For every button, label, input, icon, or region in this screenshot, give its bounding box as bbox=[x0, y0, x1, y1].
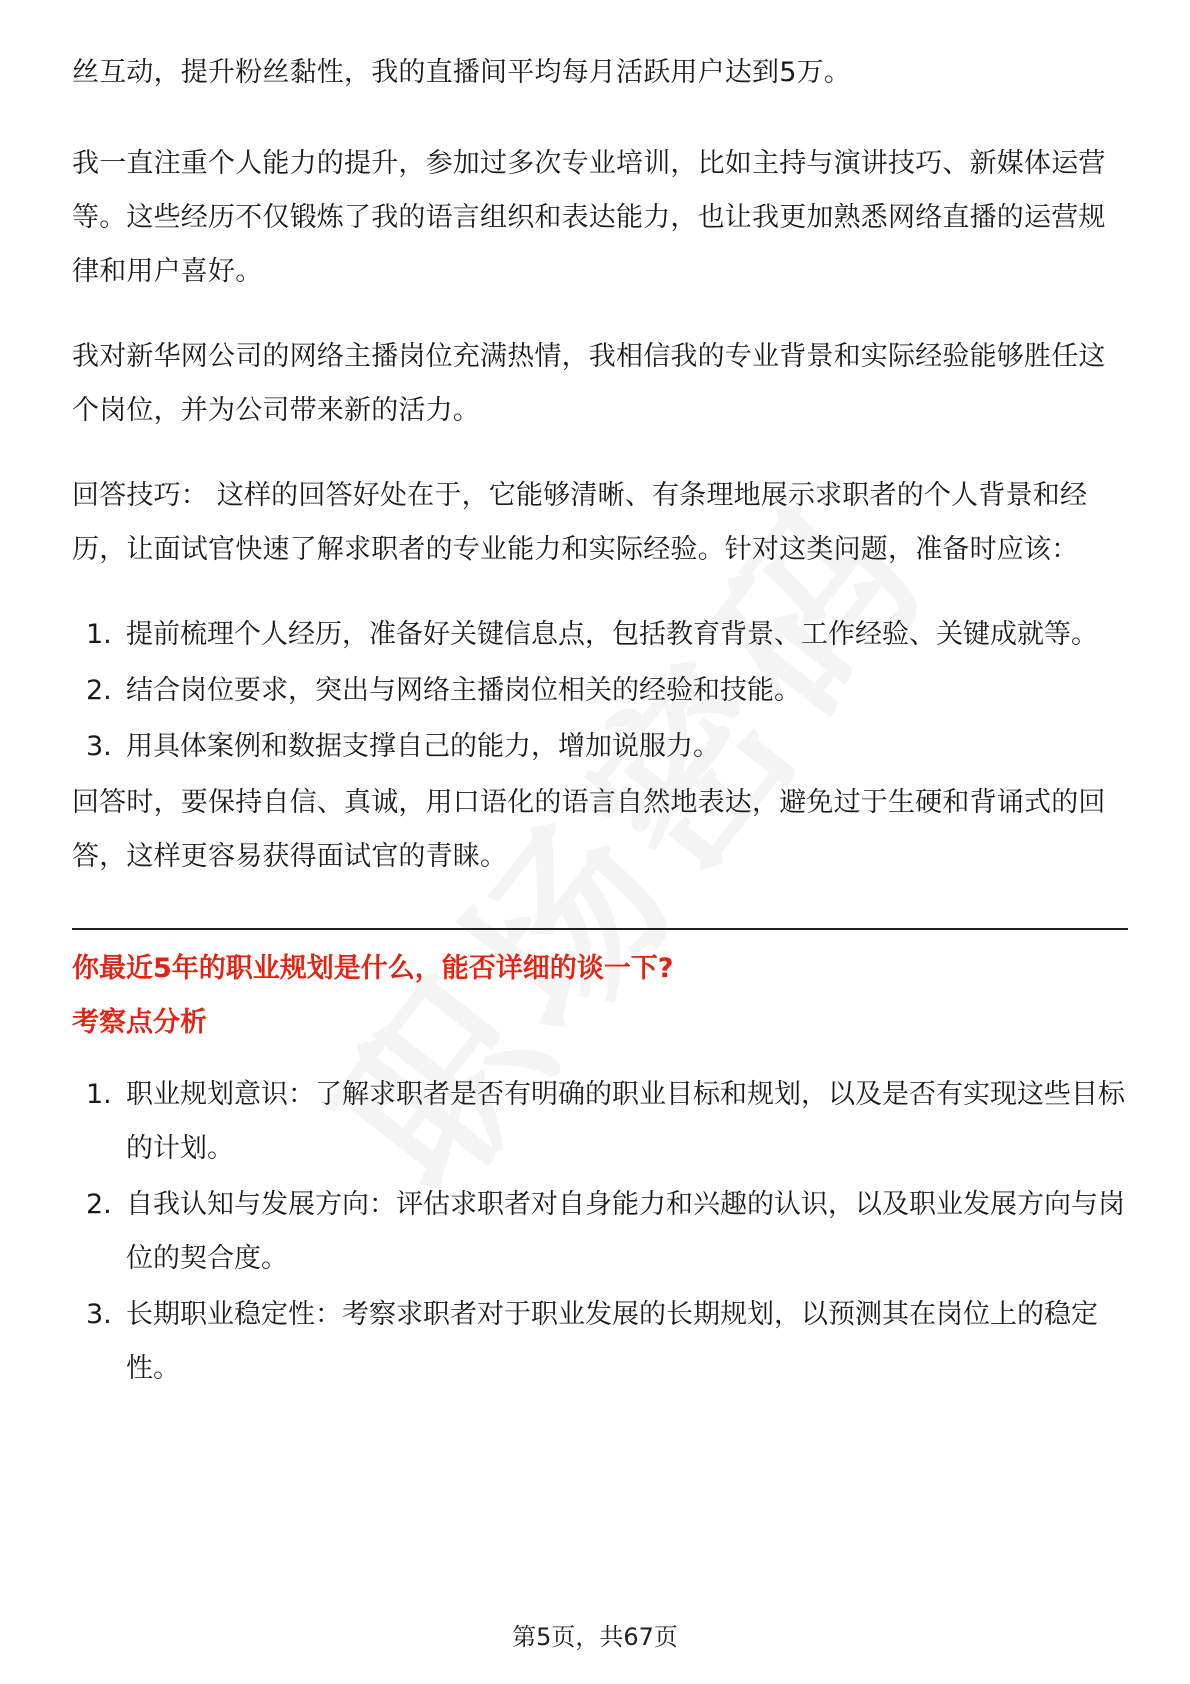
list-item-text: 自我认知与发展方向：评估求职者对自身能力和兴趣的认识，以及职业发展方向与岗位的契合度。 bbox=[126, 1189, 1125, 1274]
list-item-number: 3. bbox=[86, 1299, 112, 1330]
list-item bbox=[72, 1288, 1128, 1396]
list-item bbox=[72, 664, 1128, 718]
analysis-points-list bbox=[72, 1068, 1128, 1396]
list-item bbox=[72, 608, 1128, 662]
page-number-footer: 第5页，共67页 bbox=[512, 1623, 678, 1651]
list-item-text: 职业规划意识：了解求职者是否有明确的职业目标和规划，以及是否有实现这些目标的计划。 bbox=[126, 1079, 1125, 1164]
list-item-number: 2. bbox=[86, 1189, 112, 1220]
paragraph-closing: 回答时，要保持自信、真诚，用口语化的语言自然地表达，避免过于生硬和背诵式的回答，这样更容易获得面试官的青睐。 bbox=[72, 787, 1106, 872]
list-item-text: 结合岗位要求，突出与网络主播岗位相关的经验和技能。 bbox=[126, 675, 801, 706]
paragraph-answer-tips: 回答技巧： 这样的回答好处在于，它能够清晰、有条理地展示求职者的个人背景和经历，让面试官快速了解求职者的专业能力和实际经验。针对这类问题，准备时应该： bbox=[72, 480, 1088, 565]
tips-list bbox=[72, 608, 1128, 774]
list-item-number: 1. bbox=[86, 619, 112, 650]
question-title: 你最近5年的职业规划是什么，能否详细的谈一下? bbox=[72, 953, 674, 984]
list-item bbox=[72, 1068, 1128, 1176]
list-item-text: 用具体案例和数据支撑自己的能力，增加说服力。 bbox=[126, 731, 720, 762]
question-subtitle: 考察点分析 bbox=[72, 1007, 207, 1038]
list-item-text: 提前梳理个人经历，准备好关键信息点，包括教育背景、工作经验、关键成就等。 bbox=[126, 619, 1098, 650]
list-item-number: 2. bbox=[86, 675, 112, 706]
list-item bbox=[72, 720, 1128, 774]
list-item-number: 3. bbox=[86, 731, 112, 762]
paragraph-enthusiasm: 我对新华网公司的网络主播岗位充满热情，我相信我的专业背景和实际经验能够胜任这个岗位，并为公司带来新的活力。 bbox=[72, 341, 1106, 426]
list-item bbox=[72, 1178, 1128, 1286]
list-item-text: 长期职业稳定性：考察求职者对于职业发展的长期规划，以预测其在岗位上的稳定性。 bbox=[126, 1299, 1098, 1384]
section-divider bbox=[72, 928, 1128, 930]
list-item-number: 1. bbox=[86, 1079, 112, 1110]
paragraph-training: 我一直注重个人能力的提升，参加过多次专业培训，比如主持与演讲技巧、新媒体运营等。这些经历不仅锻炼了我的语言组织和表达能力，也让我更加熟悉网络直播的运营规律和用户喜好。 bbox=[72, 148, 1106, 287]
document-page bbox=[72, 46, 1128, 1398]
paragraph-intro-continued: 丝互动，提升粉丝黏性，我的直播间平均每月活跃用户达到5万。 bbox=[72, 57, 851, 88]
